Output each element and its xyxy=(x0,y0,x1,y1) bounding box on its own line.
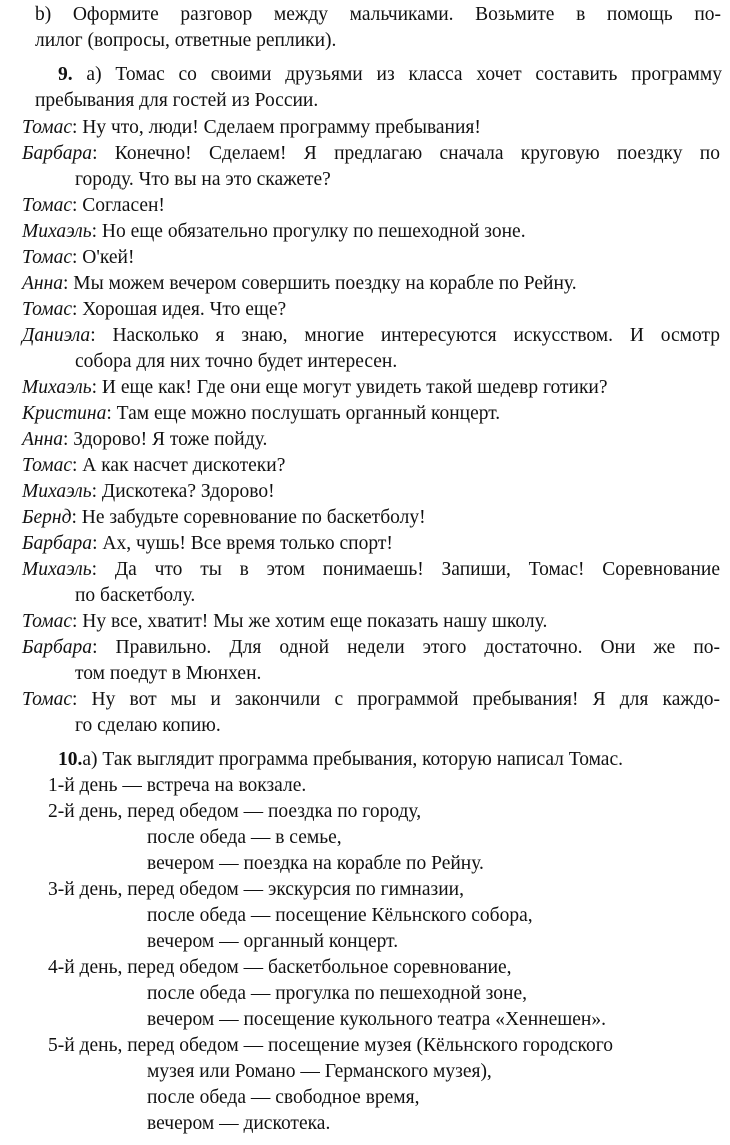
dialogue-line: Барбара: Конечно! Сделаем! Я предлагаю сначала круговую поездку по xyxy=(22,143,720,164)
program-item: вечером — органный концерт. xyxy=(147,931,399,952)
dialogue-line: Бернд: Не забудьте соревнование по баскетболу! xyxy=(22,507,426,528)
speaker-name: Михаэль xyxy=(22,221,92,242)
program-item: вечером — дискотека. xyxy=(147,1113,331,1134)
speaker-name: Михаэль xyxy=(22,481,92,502)
speaker-name: Бернд xyxy=(22,507,72,528)
dialogue-continuation: го сделаю копию. xyxy=(75,715,221,736)
task-b-line-1: b) Оформите разговор между мальчиками. Возьмите в помощь по- xyxy=(35,4,721,25)
dialogue-line: Томас: Хорошая идея. Что еще? xyxy=(22,299,287,320)
speaker-name: Анна xyxy=(22,273,64,294)
speaker-name: Михаэль xyxy=(22,559,92,580)
speaker-name: Барбара xyxy=(22,637,93,658)
dialogue-continuation: собора для них точно будет интересен. xyxy=(75,351,398,372)
program-day-3: 3-й день, перед обедом — экскурсия по гимназии, xyxy=(48,879,464,900)
dialogue-line: Анна: Здорово! Я тоже пойду. xyxy=(22,429,268,450)
dialogue-line: Барбара: Ах, чушь! Все время только спорт! xyxy=(22,533,393,554)
speaker-name: Томас xyxy=(22,611,72,632)
program-item: музея или Романо — Германского музея), xyxy=(147,1061,492,1082)
dialogue-line: Томас: Ну все, хватит! Мы же хотим еще показать нашу школу. xyxy=(22,611,548,632)
dialogue-continuation: по баскетболу. xyxy=(75,585,196,606)
dialogue-line: Томас: Ну что, люди! Сделаем программу пребывания! xyxy=(22,117,481,138)
dialogue-line: Томас: Согласен! xyxy=(22,195,165,216)
dialogue-line: Барбара: Правильно. Для одной недели этого достаточно. Они же по- xyxy=(22,637,720,658)
dialogue-line: Томас: Ну вот мы и закончили с программой пребывания! Я для каждо- xyxy=(22,689,720,710)
dialogue-line: Михаэль: Да что ты в этом понимаешь! Запиши, Томас! Соревнование xyxy=(22,559,720,580)
program-day-1: 1-й день — встреча на вокзале. xyxy=(48,775,307,796)
program-item: после обеда — посещение Кёльнского собора, xyxy=(147,905,533,926)
speaker-name: Барбара xyxy=(22,143,93,164)
speaker-name: Барбара xyxy=(22,533,93,554)
speaker-name: Томас xyxy=(22,689,72,710)
program-item: после обеда — прогулка по пешеходной зоне, xyxy=(147,983,527,1004)
dialogue-line: Михаэль: Дискотека? Здорово! xyxy=(22,481,275,502)
exercise-10-heading: 10.а) Так выглядит программа пребывания, которую написал Томас. xyxy=(58,749,623,770)
dialogue-continuation: городу. Что вы на это скажете? xyxy=(75,169,331,190)
program-day-4: 4-й день, перед обедом — баскетбольное соревнование, xyxy=(48,957,512,978)
speaker-name: Томас xyxy=(22,117,72,138)
exercise-10-number: 10. xyxy=(58,749,83,770)
speaker-name: Томас xyxy=(22,247,72,268)
program-item: после обеда — свободное время, xyxy=(147,1087,420,1108)
exercise-9-number: 9. xyxy=(58,64,73,85)
program-day-5: 5-й день, перед обедом — посещение музея (Кёльнского городского xyxy=(48,1035,614,1056)
speaker-name: Томас xyxy=(22,455,72,476)
dialogue-line: Михаэль: Но еще обязательно прогулку по пешеходной зоне. xyxy=(22,221,526,242)
program-item: вечером — поездка на корабле по Рейну. xyxy=(147,853,484,874)
dialogue-line: Даниэла: Насколько я знаю, многие интересуются искусством. И осмотр xyxy=(22,325,720,346)
dialogue-continuation: том поедут в Мюнхен. xyxy=(75,663,262,684)
dialogue-line: Томас: А как насчет дискотеки? xyxy=(22,455,286,476)
dialogue-line: Кристина: Там еще можно послушать органный концерт. xyxy=(22,403,501,424)
exercise-9-line-2: пребывания для гостей из России. xyxy=(35,90,319,111)
task-b-line-2: лилог (вопросы, ответные реплики). xyxy=(35,30,337,51)
speaker-name: Михаэль xyxy=(22,377,92,398)
program-day-2: 2-й день, перед обедом — поездка по городу, xyxy=(48,801,422,822)
program-item: вечером — посещение кукольного театра «Хеннешен». xyxy=(147,1009,606,1030)
speaker-name: Томас xyxy=(22,299,72,320)
dialogue-line: Михаэль: И еще как! Где они еще могут увидеть такой шедевр готики? xyxy=(22,377,608,398)
speaker-name: Даниэла xyxy=(22,325,91,346)
dialogue-line: Анна: Мы можем вечером совершить поездку на корабле по Рейну. xyxy=(22,273,577,294)
dialogue-line: Томас: О'кей! xyxy=(22,247,135,268)
program-item: после обеда — в семье, xyxy=(147,827,342,848)
speaker-name: Томас xyxy=(22,195,72,216)
speaker-name: Анна xyxy=(22,429,64,450)
exercise-9-line-1: 9. а) Томас со своими друзьями из класса хочет составить программу xyxy=(58,64,722,85)
speaker-name: Кристина xyxy=(22,403,107,424)
